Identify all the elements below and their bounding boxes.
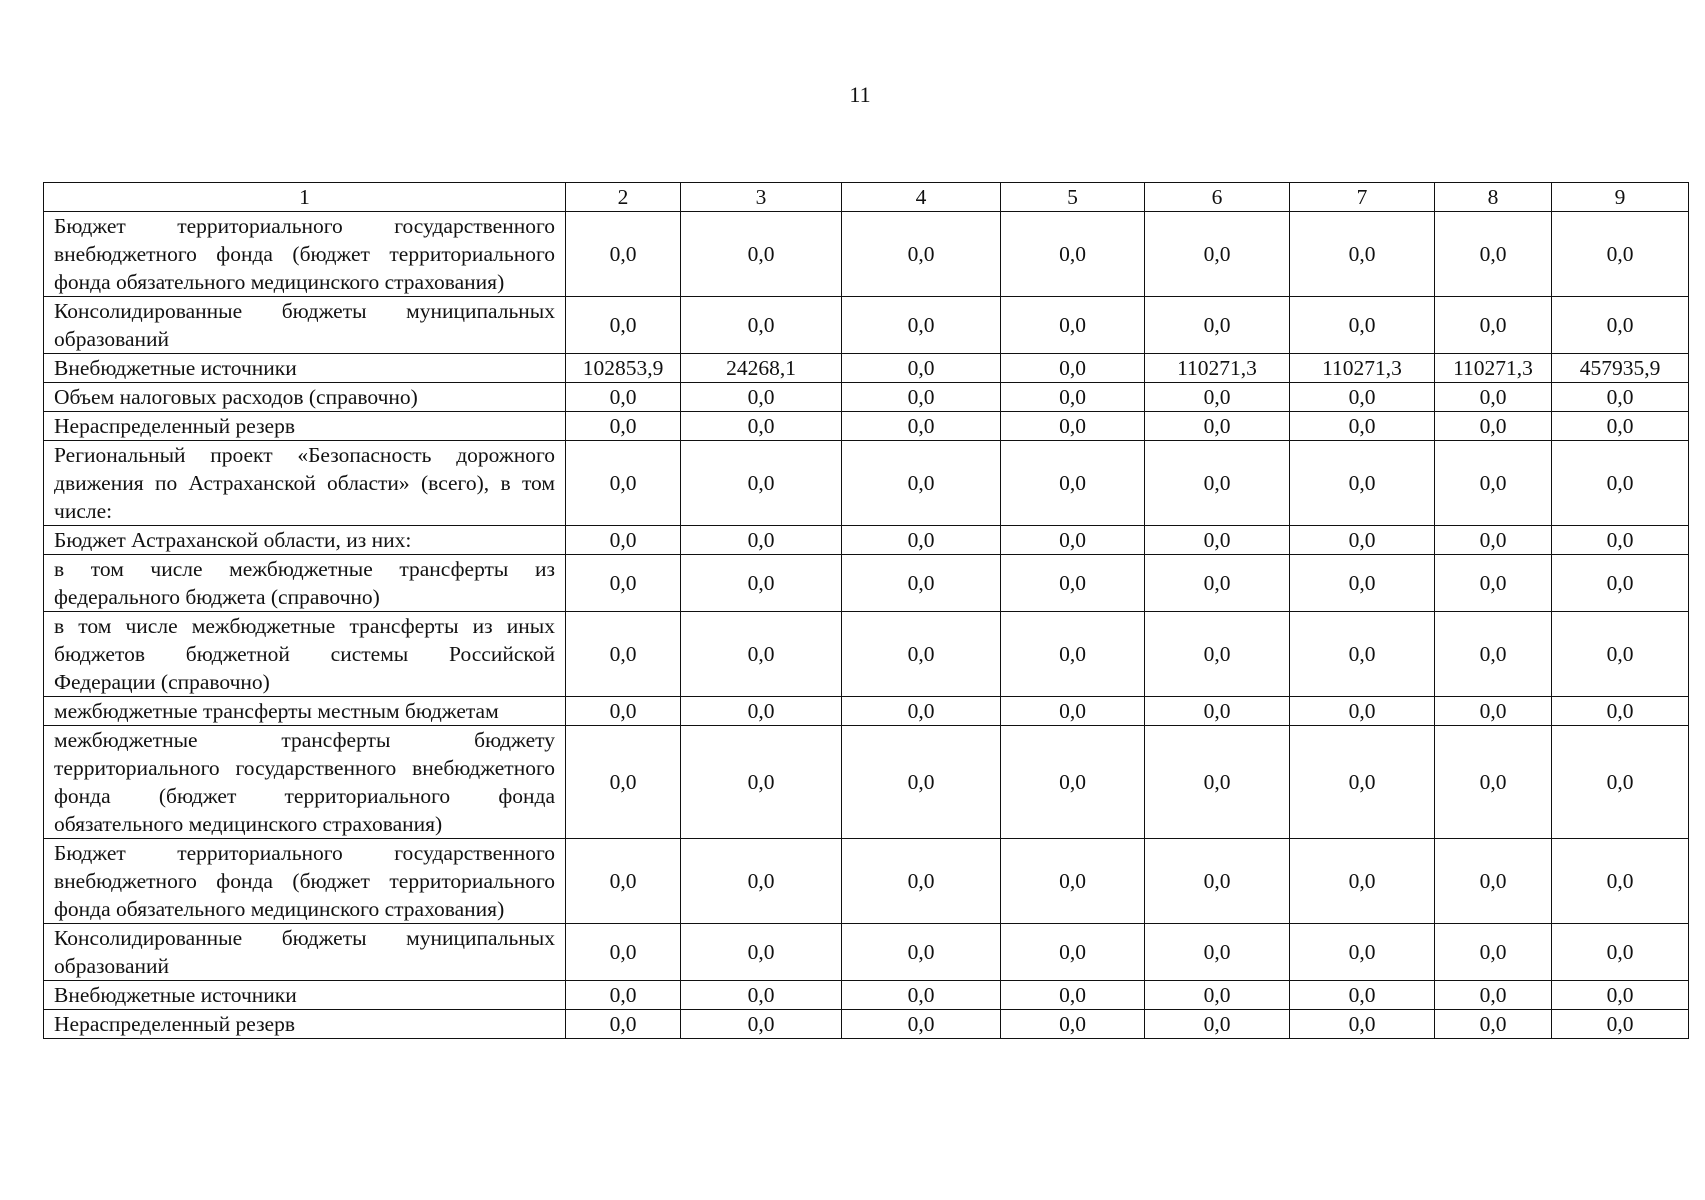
value-cell: 0,0 [1552, 212, 1689, 297]
value-cell: 0,0 [566, 839, 681, 924]
table-row [44, 726, 1689, 839]
value-cell: 0,0 [842, 981, 1001, 1010]
value-cell: 0,0 [1290, 212, 1435, 297]
column-header: 5 [1001, 183, 1145, 212]
table-row [44, 839, 1689, 924]
row-label: Региональный проект «Безопасность дорожного движения по Астраханской области» (всего), в том числе: [44, 441, 566, 526]
value-cell: 110271,3 [1435, 354, 1552, 383]
table-row [44, 612, 1689, 697]
value-cell: 0,0 [842, 212, 1001, 297]
value-cell: 0,0 [1435, 212, 1552, 297]
value-cell: 0,0 [1552, 555, 1689, 612]
value-cell: 0,0 [1290, 697, 1435, 726]
value-cell: 0,0 [1435, 726, 1552, 839]
value-cell: 0,0 [1290, 726, 1435, 839]
value-cell: 0,0 [842, 297, 1001, 354]
value-cell: 102853,9 [566, 354, 681, 383]
value-cell: 0,0 [566, 726, 681, 839]
column-header: 3 [681, 183, 842, 212]
value-cell: 0,0 [842, 383, 1001, 412]
value-cell: 0,0 [566, 383, 681, 412]
value-cell: 0,0 [1290, 383, 1435, 412]
row-label: в том числе межбюджетные трансферты из иных бюджетов бюджетной системы Российской Федерации (справочно) [44, 612, 566, 697]
value-cell: 0,0 [1435, 981, 1552, 1010]
value-cell: 0,0 [1001, 555, 1145, 612]
value-cell: 0,0 [1145, 412, 1290, 441]
value-cell: 0,0 [566, 924, 681, 981]
value-cell: 0,0 [1001, 526, 1145, 555]
row-label: в том числе межбюджетные трансферты из федерального бюджета (справочно) [44, 555, 566, 612]
value-cell: 0,0 [681, 555, 842, 612]
value-cell: 0,0 [1552, 297, 1689, 354]
row-label: Бюджет территориального государственного внебюджетного фонда (бюджет территориального фонда обязательного медицинского страхования) [44, 839, 566, 924]
budget-table [43, 182, 1689, 1039]
value-cell: 0,0 [681, 412, 842, 441]
value-cell: 0,0 [1435, 297, 1552, 354]
value-cell: 0,0 [1001, 924, 1145, 981]
table-row [44, 212, 1689, 297]
row-label: Консолидированные бюджеты муниципальных образований [44, 297, 566, 354]
value-cell: 0,0 [681, 526, 842, 555]
value-cell: 0,0 [842, 924, 1001, 981]
value-cell: 0,0 [1435, 1010, 1552, 1039]
value-cell: 0,0 [1552, 981, 1689, 1010]
header-row [44, 183, 1689, 212]
column-header: 1 [44, 183, 566, 212]
value-cell: 0,0 [681, 383, 842, 412]
value-cell: 0,0 [1290, 924, 1435, 981]
value-cell: 0,0 [842, 612, 1001, 697]
row-label: межбюджетные трансферты местным бюджетам [44, 697, 566, 726]
value-cell: 0,0 [1145, 726, 1290, 839]
value-cell: 0,0 [1145, 697, 1290, 726]
column-header: 6 [1145, 183, 1290, 212]
value-cell: 0,0 [1001, 383, 1145, 412]
value-cell: 0,0 [1290, 1010, 1435, 1039]
value-cell: 0,0 [681, 981, 842, 1010]
value-cell: 457935,9 [1552, 354, 1689, 383]
value-cell: 0,0 [681, 212, 842, 297]
value-cell: 0,0 [1145, 297, 1290, 354]
column-header: 8 [1435, 183, 1552, 212]
value-cell: 24268,1 [681, 354, 842, 383]
value-cell: 0,0 [842, 526, 1001, 555]
value-cell: 0,0 [1552, 697, 1689, 726]
value-cell: 0,0 [1435, 697, 1552, 726]
value-cell: 0,0 [566, 412, 681, 441]
value-cell: 0,0 [1001, 354, 1145, 383]
value-cell: 0,0 [1145, 526, 1290, 555]
value-cell: 0,0 [842, 697, 1001, 726]
value-cell: 110271,3 [1290, 354, 1435, 383]
value-cell: 0,0 [1145, 383, 1290, 412]
row-label: Объем налоговых расходов (справочно) [44, 383, 566, 412]
value-cell: 0,0 [1435, 441, 1552, 526]
value-cell: 0,0 [1145, 441, 1290, 526]
value-cell: 0,0 [842, 354, 1001, 383]
value-cell: 0,0 [1001, 1010, 1145, 1039]
row-label: межбюджетные трансферты бюджету территориального государственного внебюджетного фонда (бюджет территориального фонда обязательного медицинского страхования) [44, 726, 566, 839]
value-cell: 0,0 [1552, 726, 1689, 839]
value-cell: 0,0 [681, 839, 842, 924]
table-row [44, 981, 1689, 1010]
value-cell: 0,0 [1145, 1010, 1290, 1039]
value-cell: 0,0 [566, 526, 681, 555]
value-cell: 0,0 [566, 981, 681, 1010]
value-cell: 0,0 [1001, 297, 1145, 354]
value-cell: 0,0 [1552, 526, 1689, 555]
value-cell: 0,0 [842, 1010, 1001, 1039]
value-cell: 0,0 [681, 441, 842, 526]
value-cell: 0,0 [566, 697, 681, 726]
value-cell: 0,0 [1001, 441, 1145, 526]
value-cell: 0,0 [1001, 697, 1145, 726]
table-row [44, 697, 1689, 726]
value-cell: 0,0 [1145, 839, 1290, 924]
value-cell: 0,0 [681, 726, 842, 839]
table-row [44, 526, 1689, 555]
value-cell: 0,0 [1001, 212, 1145, 297]
row-label: Бюджет Астраханской области, из них: [44, 526, 566, 555]
row-label: Нераспределенный резерв [44, 412, 566, 441]
value-cell: 0,0 [1552, 612, 1689, 697]
value-cell: 0,0 [1290, 981, 1435, 1010]
value-cell: 0,0 [1290, 441, 1435, 526]
value-cell: 0,0 [1001, 981, 1145, 1010]
column-header: 9 [1552, 183, 1689, 212]
value-cell: 0,0 [566, 441, 681, 526]
value-cell: 0,0 [1290, 297, 1435, 354]
value-cell: 0,0 [1435, 526, 1552, 555]
value-cell: 0,0 [1290, 526, 1435, 555]
table-row [44, 354, 1689, 383]
value-cell: 0,0 [842, 839, 1001, 924]
value-cell: 0,0 [681, 697, 842, 726]
value-cell: 0,0 [1552, 412, 1689, 441]
table-row [44, 412, 1689, 441]
value-cell: 0,0 [1435, 924, 1552, 981]
budget-table-body [44, 183, 1689, 1039]
table-row [44, 383, 1689, 412]
value-cell: 0,0 [1290, 839, 1435, 924]
value-cell: 0,0 [1290, 412, 1435, 441]
row-label: Бюджет территориального государственного внебюджетного фонда (бюджет территориального фонда обязательного медицинского страхования) [44, 212, 566, 297]
value-cell: 0,0 [1552, 924, 1689, 981]
table-row [44, 924, 1689, 981]
value-cell: 0,0 [566, 612, 681, 697]
value-cell: 0,0 [1552, 1010, 1689, 1039]
value-cell: 0,0 [1435, 612, 1552, 697]
value-cell: 0,0 [1552, 383, 1689, 412]
row-label: Нераспределенный резерв [44, 1010, 566, 1039]
row-label: Консолидированные бюджеты муниципальных образований [44, 924, 566, 981]
value-cell: 0,0 [1001, 839, 1145, 924]
value-cell: 0,0 [566, 1010, 681, 1039]
column-header: 2 [566, 183, 681, 212]
value-cell: 0,0 [842, 412, 1001, 441]
table-row [44, 555, 1689, 612]
value-cell: 0,0 [1552, 441, 1689, 526]
value-cell: 0,0 [1001, 412, 1145, 441]
value-cell: 0,0 [842, 555, 1001, 612]
value-cell: 0,0 [1001, 612, 1145, 697]
row-label: Внебюджетные источники [44, 354, 566, 383]
value-cell: 0,0 [1145, 612, 1290, 697]
value-cell: 0,0 [1435, 412, 1552, 441]
value-cell: 0,0 [1290, 555, 1435, 612]
value-cell: 0,0 [1290, 612, 1435, 697]
value-cell: 0,0 [566, 212, 681, 297]
value-cell: 0,0 [566, 297, 681, 354]
value-cell: 0,0 [1145, 924, 1290, 981]
value-cell: 0,0 [681, 1010, 842, 1039]
table-row [44, 441, 1689, 526]
value-cell: 0,0 [1001, 726, 1145, 839]
value-cell: 0,0 [1145, 555, 1290, 612]
value-cell: 0,0 [842, 726, 1001, 839]
table-row [44, 297, 1689, 354]
column-header: 7 [1290, 183, 1435, 212]
value-cell: 0,0 [842, 441, 1001, 526]
value-cell: 0,0 [1145, 981, 1290, 1010]
value-cell: 0,0 [1435, 383, 1552, 412]
value-cell: 0,0 [1435, 839, 1552, 924]
page-number: 11 [849, 82, 871, 107]
value-cell: 0,0 [681, 924, 842, 981]
value-cell: 0,0 [681, 612, 842, 697]
value-cell: 0,0 [566, 555, 681, 612]
value-cell: 110271,3 [1145, 354, 1290, 383]
value-cell: 0,0 [1552, 839, 1689, 924]
value-cell: 0,0 [681, 297, 842, 354]
table-row [44, 1010, 1689, 1039]
column-header: 4 [842, 183, 1001, 212]
row-label: Внебюджетные источники [44, 981, 566, 1010]
value-cell: 0,0 [1435, 555, 1552, 612]
value-cell: 0,0 [1145, 212, 1290, 297]
